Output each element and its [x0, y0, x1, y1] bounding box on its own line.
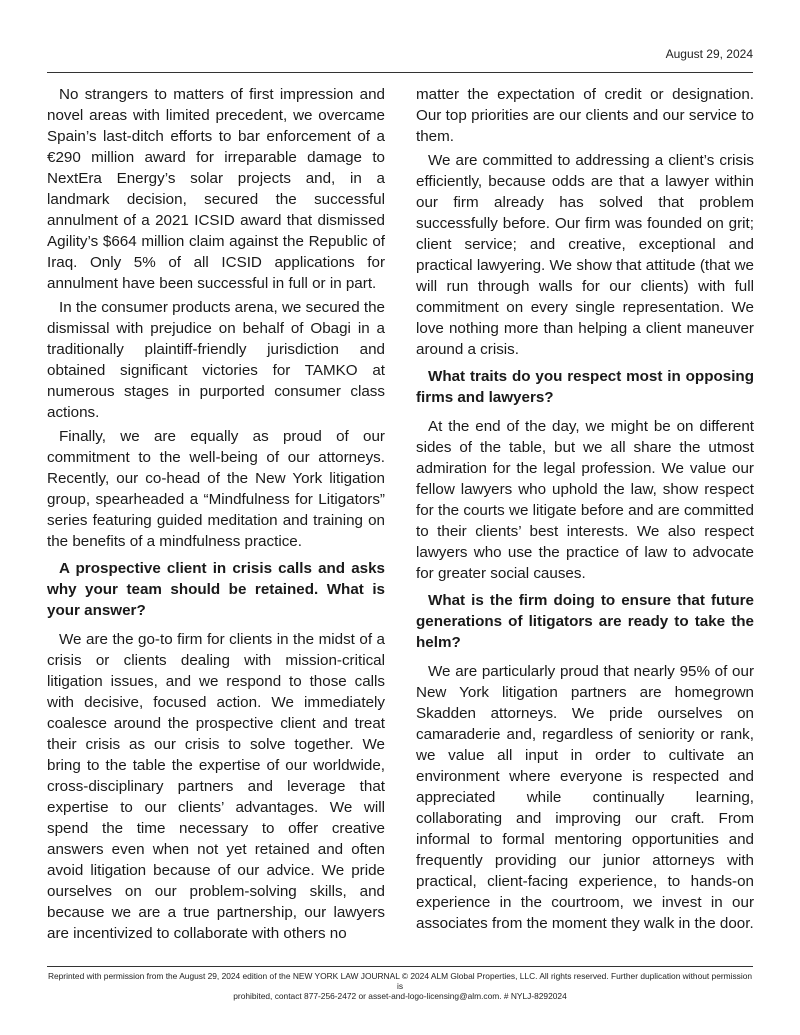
paragraph: We are committed to addressing a client’s crisis efficiently, because odds are that a lawyer within our firm already has solved that problem successfully before. Our firm was founded on grit; client service; and creative, exceptional and practical lawyering. We show that attitude (that we will run through walls for our clients) with full commitment on every single representation. We love nothing more than helping a client maneuver around a crisis. [416, 152, 754, 358]
question-heading: A prospective client in crisis calls and asks why your team should be retained. What is your answer? [47, 560, 385, 619]
reprint-notice-line: prohibited, contact 877-256-2472 or asset-and-logo-licensing@alm.com. # NYLJ-8292024 [233, 991, 567, 1001]
paragraph: We are the go-to firm for clients in the midst of a crisis or clients dealing with mission-critical litigation issues, and we respond to those calls with decisive, focused action. We immediately coalesce around the prospective client and treat their crisis as our crisis to solve together. We bring to the table the expertise of our worldwide, cross-disciplinary partners and leverage that expertise to our clients’ advantages. We will spend the time necessary to offer creative answers even when not yet retained and often avoid litigation because of our advice. We pride ourselves on our problem-solving skills, and because we are a true partnership, our lawyers are incentivized to collaborate with others no [47, 631, 385, 942]
publication-date: August 29, 2024 [665, 47, 753, 61]
paragraph: matter the expectation of credit or designation. Our top priorities are our clients and our service to them. [416, 86, 754, 145]
reprint-notice-line: Reprinted with permission from the August 29, 2024 edition of the NEW YORK LAW JOURNAL © 2024 ALM Global Properties, LLC. All rights reserved. Further duplication without permission is [47, 971, 753, 991]
question-heading: What is the firm doing to ensure that future generations of litigators are ready to take the helm? [416, 592, 754, 651]
footer-divider [47, 966, 753, 967]
reprint-notice [47, 971, 753, 1001]
paragraph: We are particularly proud that nearly 95% of our New York litigation partners are homegrown Skadden attorneys. We pride ourselves on camaraderie and, regardless of seniority or rank, we value all input in order to cultivate an environment where everyone is respected and appreciated while continually learning, collaborating and improving our craft. From informal to formal mentoring opportunities and frequently providing our junior attorneys with practical, client-facing experience, to hands-on experience in the courtroom, we invest in our associates from the moment they walk in the door. [416, 663, 754, 932]
question-heading: What traits do you respect most in opposing firms and lawyers? [416, 368, 754, 406]
paragraph: Finally, we are equally as proud of our commitment to the well-being of our attorneys. Recently, our co-head of the New York litigation group, spearheaded a “Mindfulness for Litigators” series featuring guided meditation and training on the benefits of a mindfulness practice. [47, 428, 385, 550]
paragraph: No strangers to matters of first impression and novel areas with limited precedent, we overcame Spain’s last-ditch efforts to bar enforcement of a €290 million award for irreparable damage to NextEra Energy’s solar projects and, in a landmark decision, secured the successful annulment of a 2021 ICSID award that dismissed Agility’s $664 million claim against the Republic of Iraq. Only 5% of all ICSID applications for annulment have been successful in full or in part. [47, 86, 385, 292]
right-column [416, 84, 754, 937]
paragraph: In the consumer products arena, we secured the dismissal with prejudice on behalf of Obagi in a traditionally plaintiff-friendly jurisdiction and obtained significant victories for TAMKO at numerous stages in purported consumer class actions. [47, 299, 385, 421]
header-divider [47, 72, 753, 73]
left-column [47, 84, 385, 947]
paragraph: At the end of the day, we might be on different sides of the table, but we all share the utmost admiration for the legal profession. We value our fellow lawyers who uphold the law, show respect for the courts we litigate before and are committed to their clients’ best interests. We also respect lawyers who use the practice of law to advocate for greater social causes. [416, 418, 754, 582]
